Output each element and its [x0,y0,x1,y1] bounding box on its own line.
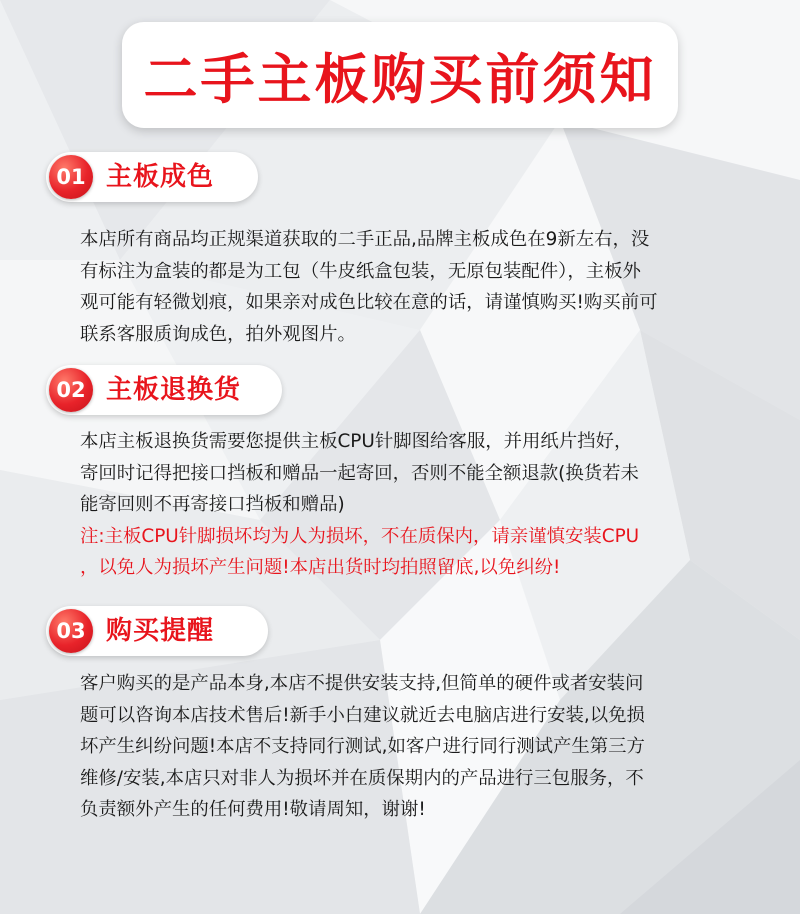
section-body-condition [80,224,770,350]
text-line: 客户购买的是产品本身,本店不提供安装支持,但简单的硬件或者安装问 [80,673,644,694]
text-line: 负责额外产生的任何费用!敬请周知，谢谢! [80,799,426,820]
section-body-reminder [80,668,770,826]
text-line: 寄回时记得把接口挡板和赠品一起寄回，否则不能全额退款(换货若未 [80,462,639,484]
text-line: 维修/安装,本店只对非人为损坏并在质保期内的产品进行三包服务，不 [80,767,644,789]
text-line: 联系客服质询成色，拍外观图片。 [80,323,356,345]
section-number-badge: 01 [49,155,93,199]
section-header-reminder [46,606,268,656]
text-line: 有标注为盒装的都是为工包（牛皮纸盒包装，无原包装配件），主板外 [80,260,641,282]
page-title: 二手主板购买前须知 [143,47,657,111]
section-heading: 主板退换货 [106,375,242,405]
section-heading: 购买提醒 [106,616,215,646]
warning-line: 注:主板CPU针脚损坏均为人为损坏，不在质保内，请亲谨慎安装CPU [80,525,640,547]
section-heading: 主板成色 [106,162,215,192]
text-line: 能寄回则不再寄接口挡板和赠品) [80,494,345,515]
text-line: 本店所有商品均正规渠道获取的二手正品,品牌主板成色在9新左右，没 [80,229,650,250]
section-header-returns [46,365,282,415]
text-line: 题可以咨询本店技术售后!新手小白建议就近去电脑店进行安装,以免损 [80,704,645,726]
section-header-condition [46,152,258,202]
title-banner [122,22,678,128]
section-body-returns [80,426,770,584]
section-number-badge: 02 [49,368,93,412]
text-line: 坏产生纠纷问题!本店不支持同行测试,如客户进行同行测试产生第三方 [80,736,645,757]
warning-line: ，以免人为损坏产生问题!本店出货时均拍照留底,以免纠纷! [80,557,561,578]
text-line: 本店主板退换货需要您提供主板CPU针脚图给客服，并用纸片挡好， [80,431,633,452]
text-line: 观可能有轻微划痕，如果亲对成色比较在意的话，请谨慎购买!购买前可 [80,292,658,313]
section-number-badge: 03 [49,609,93,653]
